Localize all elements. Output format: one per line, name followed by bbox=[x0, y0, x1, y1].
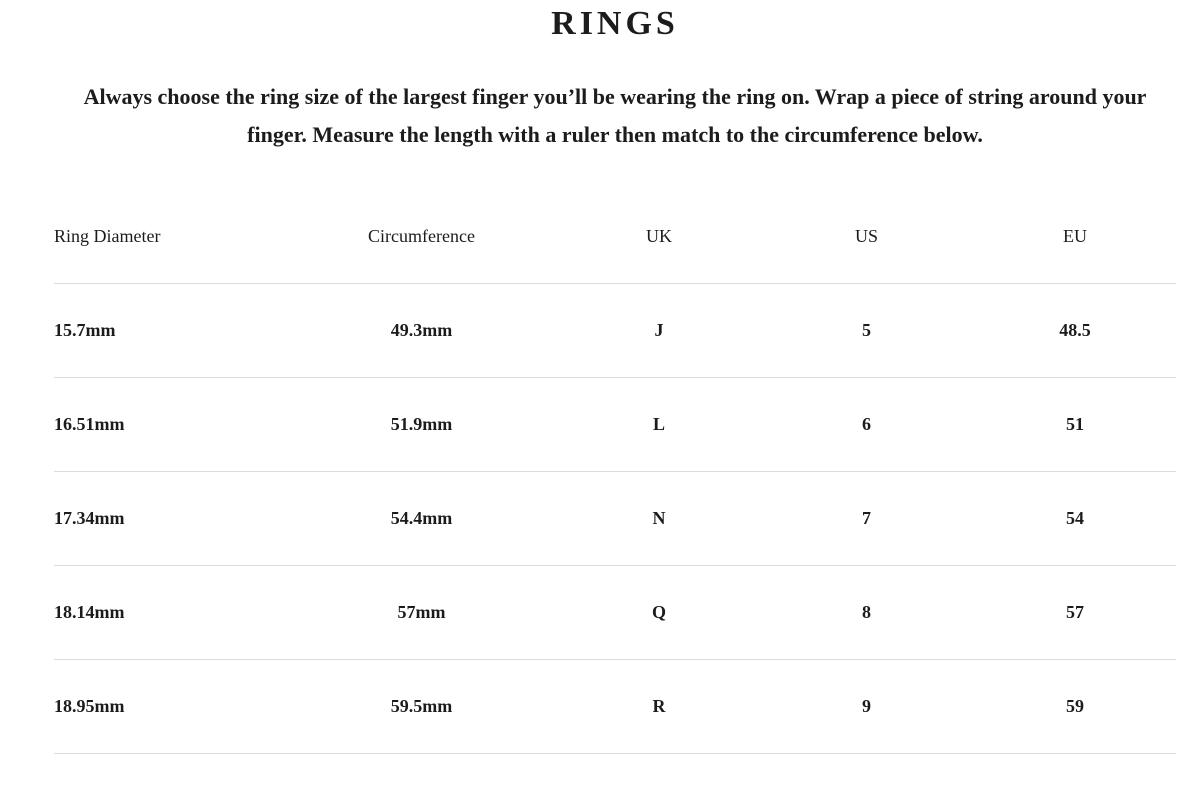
cell-uk: J bbox=[559, 284, 759, 378]
table-row bbox=[54, 472, 1176, 566]
cell-eu: 59 bbox=[974, 660, 1176, 754]
table-body bbox=[54, 284, 1176, 754]
table-header bbox=[54, 190, 1176, 284]
ring-size-table bbox=[54, 190, 1176, 754]
page-title: RINGS bbox=[551, 5, 679, 42]
header-circumference: Circumference bbox=[284, 190, 559, 284]
intro-text: Always choose the ring size of the largest finger you’ll be wearing the ring on. Wrap a piece of string around your finger. Measure the length with a ruler then match to the circumference below. bbox=[83, 84, 1147, 147]
header-ring-diameter: Ring Diameter bbox=[54, 190, 284, 284]
cell-eu: 51 bbox=[974, 378, 1176, 472]
cell-ring-diameter: 18.95mm bbox=[54, 660, 284, 754]
cell-ring-diameter: 16.51mm bbox=[54, 378, 284, 472]
header-eu: EU bbox=[974, 190, 1176, 284]
table-row bbox=[54, 284, 1176, 378]
header-uk: UK bbox=[559, 190, 759, 284]
cell-circumference: 51.9mm bbox=[284, 378, 559, 472]
cell-us: 9 bbox=[759, 660, 974, 754]
header-us: US bbox=[759, 190, 974, 284]
cell-eu: 48.5 bbox=[974, 284, 1176, 378]
cell-us: 5 bbox=[759, 284, 974, 378]
cell-circumference: 49.3mm bbox=[284, 284, 559, 378]
cell-circumference: 54.4mm bbox=[284, 472, 559, 566]
cell-ring-diameter: 17.34mm bbox=[54, 472, 284, 566]
cell-ring-diameter: 15.7mm bbox=[54, 284, 284, 378]
cell-uk: Q bbox=[559, 566, 759, 660]
header-row bbox=[54, 190, 1176, 284]
table-row bbox=[54, 566, 1176, 660]
cell-us: 6 bbox=[759, 378, 974, 472]
cell-circumference: 59.5mm bbox=[284, 660, 559, 754]
cell-eu: 57 bbox=[974, 566, 1176, 660]
cell-ring-diameter: 18.14mm bbox=[54, 566, 284, 660]
cell-uk: L bbox=[559, 378, 759, 472]
cell-us: 8 bbox=[759, 566, 974, 660]
table-row bbox=[54, 660, 1176, 754]
cell-us: 7 bbox=[759, 472, 974, 566]
cell-uk: N bbox=[559, 472, 759, 566]
cell-uk: R bbox=[559, 660, 759, 754]
table-row bbox=[54, 378, 1176, 472]
cell-eu: 54 bbox=[974, 472, 1176, 566]
cell-circumference: 57mm bbox=[284, 566, 559, 660]
